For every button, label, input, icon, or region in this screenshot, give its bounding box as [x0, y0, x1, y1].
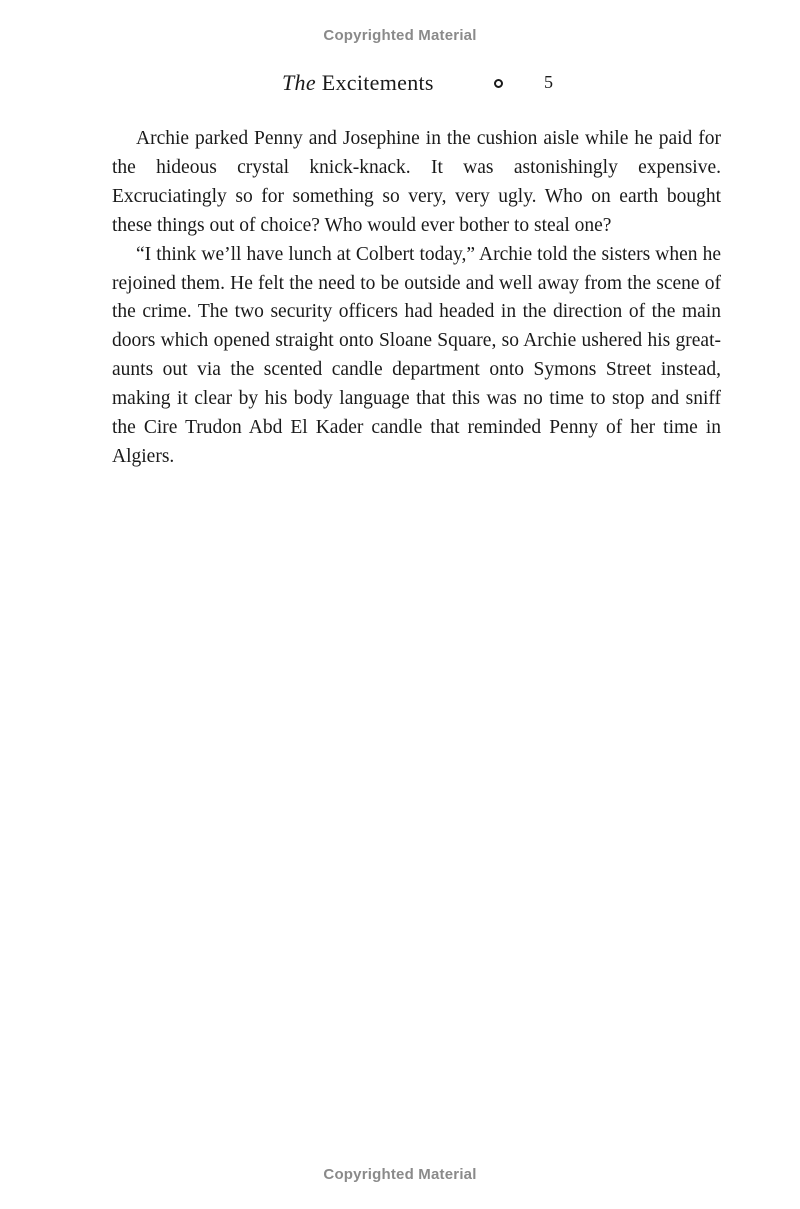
- paragraph: Archie parked Penny and Josephine in the cushion aisle while he paid for the hideous crystal knick-knack. It was astonishingly expensive. Excruciatingly so for something so very, very ugly. Who on earth bought these things out of choice? Who would ever bother to steal one?: [112, 128, 721, 236]
- body-text: [112, 125, 721, 472]
- running-title-italic: The: [282, 70, 316, 95]
- running-title: [282, 70, 434, 96]
- circle-ornament-icon: [494, 79, 503, 88]
- running-title-rest: Excitements: [321, 70, 434, 95]
- paragraph: “I think we’ll have lunch at Colbert today,” Archie told the sisters when he rejoined them. He felt the need to be outside and well away from the scene of the crime. The two security officers had headed in the direction of the main doors which opened straight onto Sloane Square, so Archie ushered his great-aunts out via the scented candle department onto Symons Street instead, making it clear by his body language that this was no time to stop and sniff the Cire Trudon Abd El Kader candle that reminded Penny of her time in Algiers.: [112, 243, 721, 467]
- page-number: 5: [544, 72, 553, 92]
- copyright-watermark-top: Copyrighted Material: [323, 27, 477, 44]
- running-head: [0, 70, 800, 100]
- copyright-watermark-bottom: Copyrighted Material: [323, 1166, 477, 1183]
